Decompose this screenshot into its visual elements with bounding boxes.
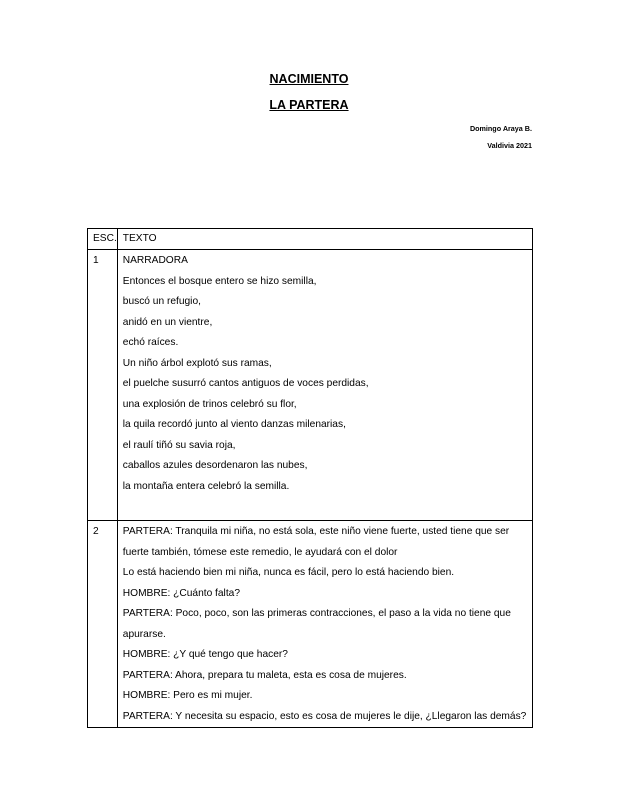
text-line: fuerte también, tómese este remedio, le ayudará con el dolor [122, 546, 398, 558]
scene-text [117, 250, 532, 521]
document-subtitle: LA PARTERA [269, 98, 349, 112]
text-line: una explosión de trinos celebró su flor, [122, 398, 297, 410]
table-header-row [88, 229, 533, 250]
scene-number [88, 521, 118, 728]
text-line: el puelche susurró cantos antiguos de voces perdidas, [122, 378, 369, 389]
text-line: PARTERA: Poco, poco, son las primeras contracciones, el paso a la vida no tiene que [122, 608, 511, 619]
scene-number [88, 250, 118, 521]
scene-text [117, 521, 532, 728]
table-row [88, 250, 533, 521]
text-line: echó raíces. [122, 337, 179, 348]
place-date: Valdivia 2021 [487, 141, 532, 150]
text-line: caballos azules desordenaron las nubes, [122, 460, 308, 471]
text-line: HOMBRE: ¿Cuánto falta? [122, 587, 240, 599]
scene-number-text: 1 [93, 255, 99, 266]
text-line: anidó en un vientre, [122, 316, 213, 328]
text-line: Entonces el bosque entero se hizo semilla, [122, 275, 317, 287]
text-line: PARTERA: Y necesita su espacio, esto es cosa de mujeres le dije, ¿Llegaron las demás? [122, 710, 527, 722]
text-line: Un niño árbol explotó sus ramas, [122, 357, 272, 369]
author: Domingo Araya B. [469, 124, 532, 133]
text-line: PARTERA: Tranquila mi niña, no está sola, este niño viene fuerte, usted tiene que ser [122, 526, 510, 537]
text-line: NARRADORA [122, 255, 188, 266]
text-line: buscó un refugio, [122, 296, 201, 307]
text-line: apurarse. [122, 628, 166, 640]
text-line: PARTERA: Ahora, prepara tu maleta, esta es cosa de mujeres. [122, 669, 407, 681]
text-line: Lo está haciendo bien mi niña, nunca es fácil, pero lo está haciendo bien. [122, 567, 455, 578]
header-esc: ESC. [88, 229, 118, 250]
text-line: la quila recordó junto al viento danzas milenarias, [122, 419, 346, 430]
text-line: HOMBRE: ¿Y qué tengo que hacer? [122, 649, 288, 660]
text-line: la montaña entera celebró la semilla. [122, 480, 290, 492]
scene-number-text: 2 [93, 526, 99, 537]
text-line: HOMBRE: Pero es mi mujer. [122, 690, 253, 701]
table-row [88, 521, 533, 728]
document-title: NACIMIENTO [269, 72, 349, 86]
text-line: el raulí tiñó su savia roja, [122, 439, 236, 451]
header-texto: TEXTO [117, 229, 532, 250]
script-table [87, 228, 533, 728]
